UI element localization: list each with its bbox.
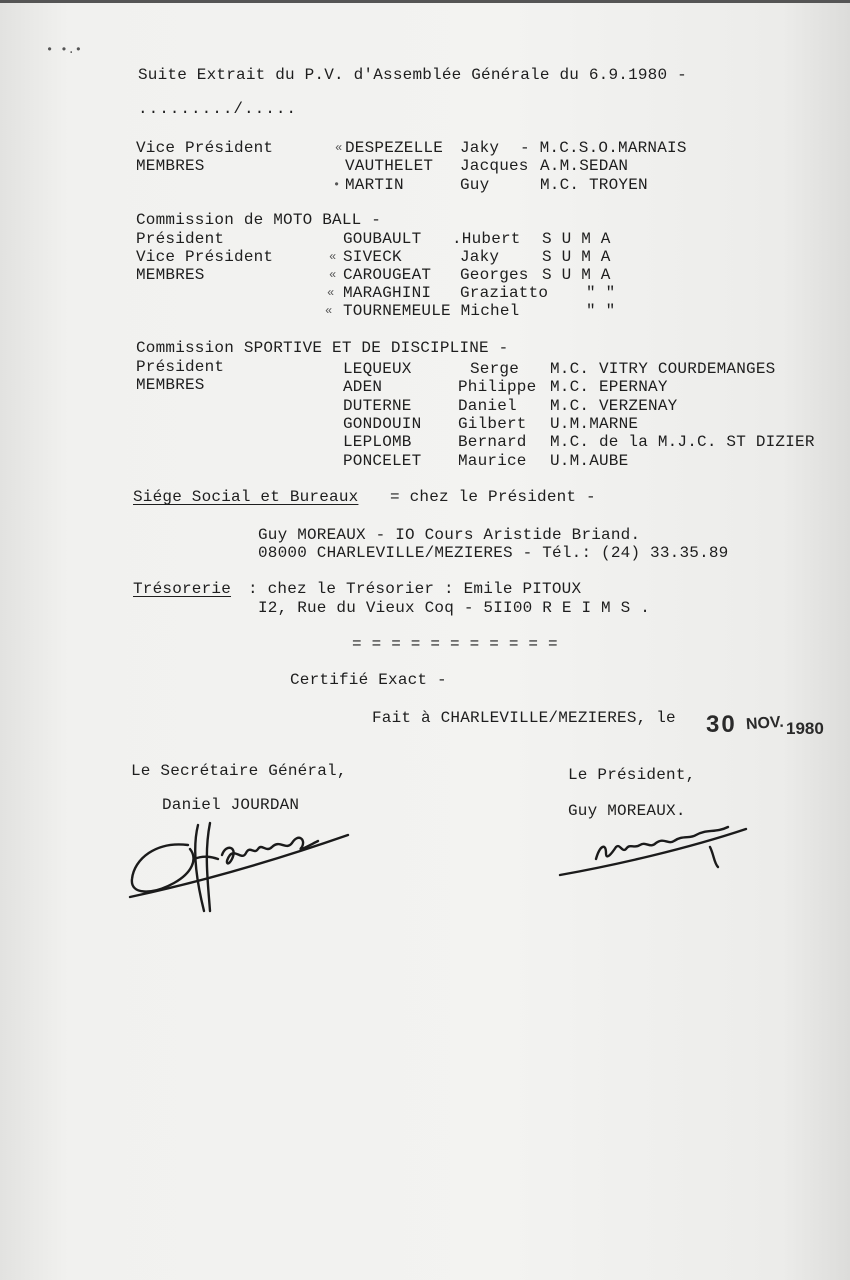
secretary-title: Le Secrétaire Général, (131, 762, 347, 780)
sportive-club: U.M.MARNE (550, 415, 639, 433)
sportive-firstname: Daniel (458, 397, 517, 415)
motoball-club: " " (586, 302, 616, 320)
document-title: Suite Extrait du P.V. d'Assemblée Générale du 6.9.1980 - (138, 66, 687, 84)
president-name: Guy MOREAUX. (568, 802, 686, 820)
siege-text: = chez le Président - (390, 488, 596, 506)
stamp-day: 30 (706, 711, 737, 738)
sportive-surname: DUTERNE (343, 397, 412, 415)
sportive-role: Président (136, 358, 225, 376)
motoball-heading: Commission de MOTO BALL - (136, 211, 382, 229)
sportive-firstname: Bernard (458, 433, 527, 451)
header-separator: ........./..... (138, 100, 298, 118)
bureau-role: Vice Président (136, 139, 274, 157)
motoball-firstname: Georges (460, 266, 529, 284)
bureau-surname: DESPEZELLE (345, 139, 444, 157)
bureau-club: A.M.SEDAN (540, 157, 629, 175)
bureau-firstname: Jaky (460, 139, 500, 157)
motoball-role: MEMBRES (136, 266, 205, 284)
divider: = = = = = = = = = = = (352, 635, 558, 653)
sportive-club: M.C. EPERNAY (550, 378, 668, 396)
motoball-surname: MARAGHINI (343, 284, 432, 302)
bureau-firstname: Jacques (460, 157, 529, 175)
stamp-year: 1980 (786, 719, 824, 738)
sportive-surname: PONCELET (343, 452, 422, 470)
sportive-firstname: Gilbert (458, 415, 527, 433)
bureau-club: - M.C.S.O.MARNAIS (520, 139, 687, 157)
motoball-firstname: .Hubert (452, 230, 521, 248)
sportive-club: M.C. de la M.J.C. ST DIZIER (550, 433, 815, 451)
punch-marks: • •.• (46, 43, 83, 57)
motoball-role: Président (136, 230, 225, 248)
motoball-surname: TOURNEMEULE Michel (343, 302, 520, 320)
tresorerie-text: : chez le Trésorier : Emile PITOUX (248, 580, 582, 598)
motoball-surname: GOUBAULT (343, 230, 422, 248)
siege-label: Siége Social et Bureaux (133, 488, 359, 506)
sportive-role: MEMBRES (136, 376, 205, 394)
president-signature (556, 819, 752, 883)
tresorerie-address: I2, Rue du Vieux Coq - 5II00 R E I M S . (258, 599, 651, 617)
motoball-club: S U M A (542, 248, 611, 266)
sportive-surname: ADEN (343, 378, 383, 396)
sportive-firstname: Maurice (458, 452, 527, 470)
fait-a-line: Fait à CHARLEVILLE/MEZIERES, le (372, 709, 676, 727)
tick-mark: • (333, 178, 341, 192)
stamp-month: NOV. (745, 713, 785, 734)
motoball-club: S U M A (542, 230, 611, 248)
sportive-firstname: Philippe (458, 378, 537, 396)
sportive-surname: LEQUEUX (343, 360, 412, 378)
bureau-club: M.C. TROYEN (540, 176, 648, 194)
sportive-club: M.C. VERZENAY (550, 397, 678, 415)
sportive-firstname: Serge (470, 360, 520, 378)
motoball-club: S U M A (542, 266, 611, 284)
motoball-surname: SIVECK (343, 248, 402, 266)
secretary-signature (126, 819, 356, 915)
bureau-role: MEMBRES (136, 157, 205, 175)
motoball-role: Vice Président (136, 248, 274, 266)
sportive-surname: GONDOUIN (343, 415, 422, 433)
bureau-surname: MARTIN (345, 176, 404, 194)
tick-mark: « (329, 268, 337, 282)
bureau-surname: VAUTHELET (345, 157, 434, 175)
tick-mark: « (335, 141, 343, 155)
sportive-surname: LEPLOMB (343, 433, 412, 451)
siege-address-line2: 08000 CHARLEVILLE/MEZIERES - Tél.: (24) 33.35.89 (258, 544, 729, 562)
motoball-surname: CAROUGEAT (343, 266, 432, 284)
sportive-heading: Commission SPORTIVE ET DE DISCIPLINE - (136, 339, 509, 357)
tick-mark: « (325, 304, 333, 318)
certifie-exact: Certifié Exact - (290, 671, 447, 689)
tick-mark: « (329, 250, 337, 264)
president-title: Le Président, (568, 766, 696, 784)
sportive-club: U.M.AUBE (550, 452, 629, 470)
siege-address-line1: Guy MOREAUX - IO Cours Aristide Briand. (258, 526, 641, 544)
tick-mark: « (327, 286, 335, 300)
motoball-firstname: Graziatto (460, 284, 549, 302)
sportive-club: M.C. VITRY COURDEMANGES (550, 360, 776, 378)
tresorerie-label: Trésorerie (133, 580, 232, 598)
bureau-firstname: Guy (460, 176, 490, 194)
secretary-name: Daniel JOURDAN (162, 796, 300, 814)
motoball-firstname: Jaky (460, 248, 500, 266)
motoball-club: " " (586, 284, 616, 302)
